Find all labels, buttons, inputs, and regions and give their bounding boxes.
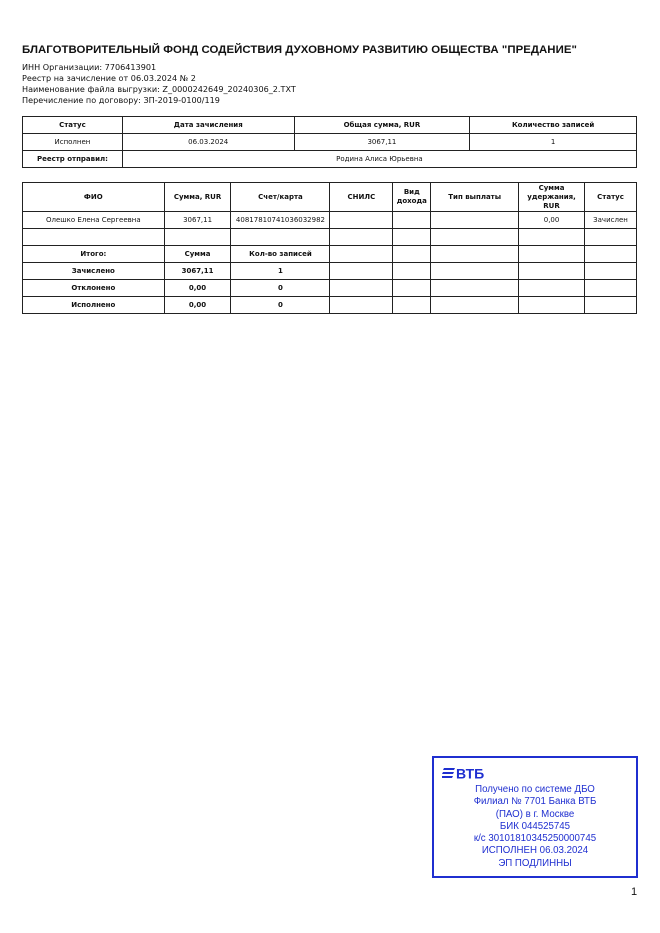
col-header-payment-type: Тип выплаты xyxy=(431,183,519,212)
col-header-snils: СНИЛС xyxy=(330,183,393,212)
stamp-line: БИК 044525745 xyxy=(499,820,571,832)
col-header-amount: Сумма, RUR xyxy=(164,183,231,212)
vtb-logo xyxy=(442,764,484,781)
records-table xyxy=(22,182,637,314)
stamp-line: (ПАО) в г. Москве xyxy=(495,808,575,820)
vtb-logo-text: ВТБ xyxy=(456,765,485,782)
table-row xyxy=(23,212,637,229)
totals-label: Итого: xyxy=(23,246,165,263)
totals-credited-sum: 3067,11 xyxy=(164,263,231,280)
summary-header-status: Статус xyxy=(23,117,123,134)
stamp-text xyxy=(434,784,636,870)
row-status: Зачислен xyxy=(585,212,637,229)
col-header-fio: ФИО xyxy=(23,183,165,212)
document-title: БЛАГОТВОРИТЕЛЬНЫЙ ФОНД СОДЕЙСТВИЯ ДУХОВНОМУ РАЗВИТИЮ ОБЩЕСТВА "ПРЕДАНИЕ" xyxy=(22,44,577,56)
summary-header-count: Количество записей xyxy=(470,117,637,134)
totals-rejected-sum: 0,00 xyxy=(164,280,231,297)
totals-sum-header: Сумма xyxy=(164,246,231,263)
document-meta xyxy=(22,62,296,106)
totals-header-row xyxy=(23,246,637,263)
col-header-income-type: Вид дохода xyxy=(393,183,431,212)
summary-date: 06.03.2024 xyxy=(122,134,294,151)
totals-row-executed xyxy=(23,297,637,314)
col-header-account: Счет/карта xyxy=(231,183,330,212)
totals-executed-label: Исполнено xyxy=(23,297,165,314)
summary-status: Исполнен xyxy=(23,134,123,151)
row-income-type xyxy=(393,212,431,229)
stamp-line: ИСПОЛНЕН 06.03.2024 xyxy=(481,845,589,857)
totals-rejected-count: 0 xyxy=(231,280,330,297)
row-snils xyxy=(330,212,393,229)
summary-header-date: Дата зачисления xyxy=(122,117,294,134)
totals-row-rejected xyxy=(23,280,637,297)
totals-credited-label: Зачислено xyxy=(23,263,165,280)
sender-name: Родина Алиса Юрьевна xyxy=(122,151,636,168)
row-payment-type xyxy=(431,212,519,229)
col-header-status: Статус xyxy=(585,183,637,212)
sender-label: Реестр отправил: xyxy=(23,151,123,168)
totals-rejected-label: Отклонено xyxy=(23,280,165,297)
summary-header-total: Общая сумма, RUR xyxy=(294,117,470,134)
contract-reference: Перечисление по договору: ЗП-2019-0100/119 xyxy=(22,95,220,106)
stamp-line: Филиал № 7701 Банка ВТБ xyxy=(473,796,597,808)
summary-total: 3067,11 xyxy=(294,134,470,151)
summary-count: 1 xyxy=(470,134,637,151)
export-file-name: Наименование файла выгрузки: Z_0000242649_20240306_2.TXT xyxy=(22,84,296,95)
empty-row xyxy=(23,229,637,246)
summary-table xyxy=(22,116,637,168)
page-number: 1 xyxy=(631,886,638,898)
totals-count-header: Кол-во записей xyxy=(231,246,330,263)
registry-number: Реестр на зачисление от 06.03.2024 № 2 xyxy=(22,73,196,84)
row-account: 40817810741036032982 xyxy=(231,212,330,229)
bank-stamp xyxy=(432,756,638,878)
row-fio: Олешко Елена Сергеевна xyxy=(23,212,165,229)
stamp-line: Получено по системе ДБО xyxy=(475,784,595,795)
totals-credited-count: 1 xyxy=(231,263,330,280)
stamp-line: к/с 30101810345250000745 xyxy=(473,833,597,845)
totals-executed-count: 0 xyxy=(231,297,330,314)
vtb-logo-icon xyxy=(442,768,455,778)
col-header-withholding: Сумма удержания, RUR xyxy=(519,183,585,212)
row-amount: 3067,11 xyxy=(164,212,231,229)
row-withholding: 0,00 xyxy=(519,212,585,229)
totals-executed-sum: 0,00 xyxy=(164,297,231,314)
totals-row-credited xyxy=(23,263,637,280)
stamp-line: ЭП ПОДЛИННЫ xyxy=(498,857,572,869)
org-inn: ИНН Организации: 7706413901 xyxy=(22,62,157,72)
